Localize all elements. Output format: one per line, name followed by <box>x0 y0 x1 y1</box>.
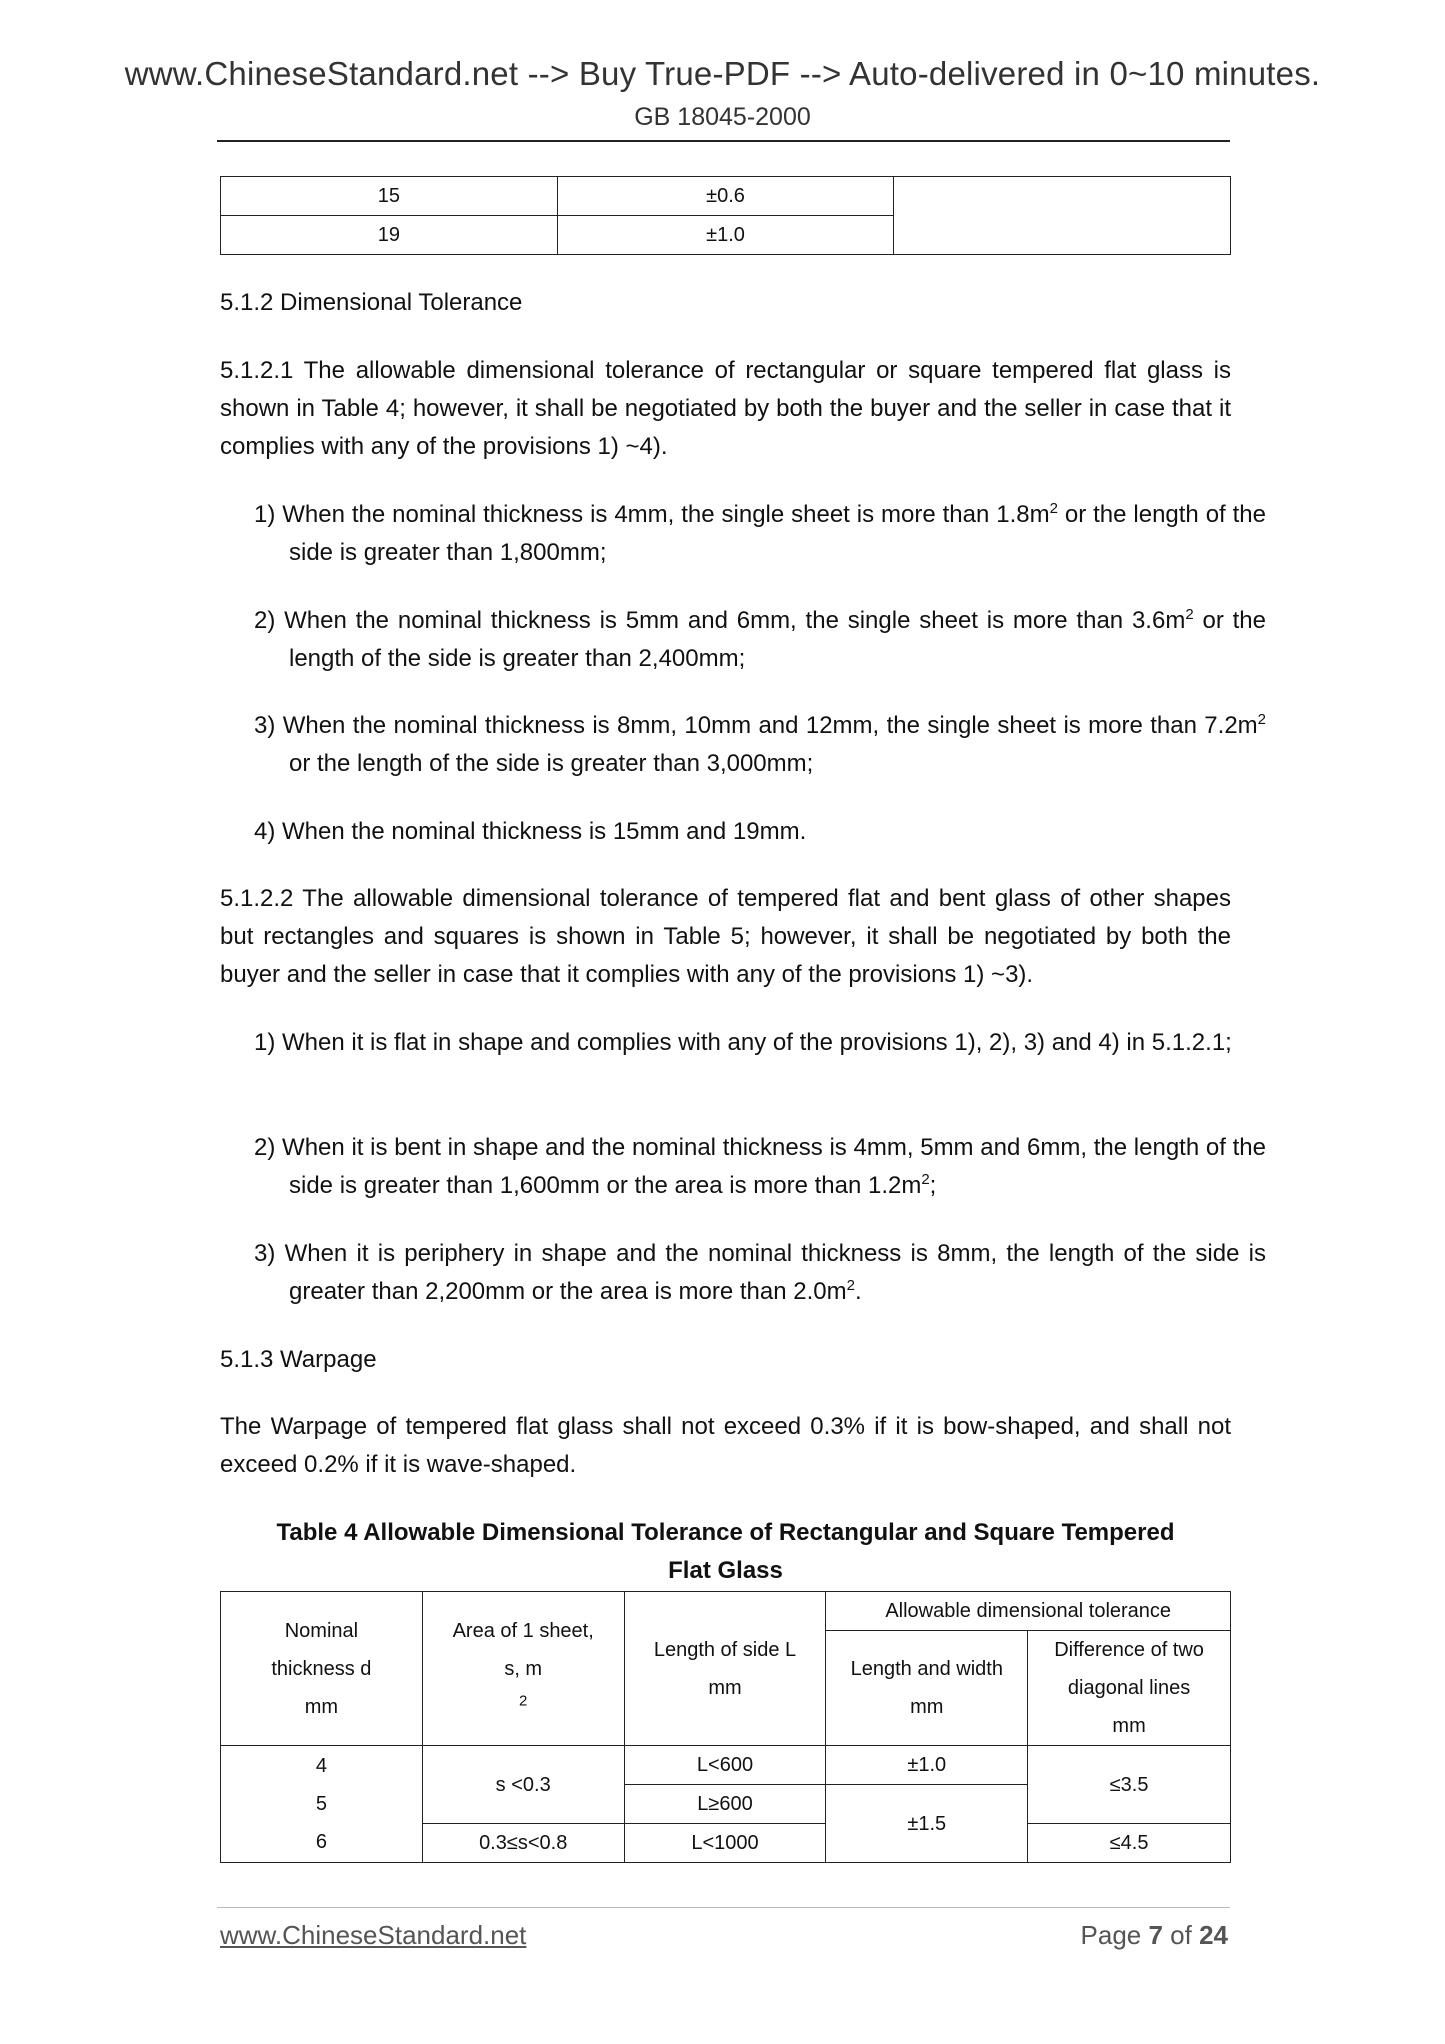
area-cell: 0.3≤s<0.8 <box>422 1824 624 1863</box>
header-divider <box>217 140 1230 142</box>
diagonal-cell: ≤3.5 <box>1028 1746 1231 1824</box>
table-cell: ±0.6 <box>557 177 894 216</box>
thickness-cell: 4 5 6 <box>221 1746 423 1863</box>
standard-number: GB 18045-2000 <box>634 103 811 131</box>
section-heading-5-1-2: 5.1.2 Dimensional Tolerance <box>220 289 523 316</box>
caption-line: Flat Glass <box>668 1557 783 1584</box>
list-item: 1) When the nominal thickness is 4mm, the single sheet is more than $1.8m^2$ or the length of the side is greater than 1,800mm; <box>254 500 1266 566</box>
caption-line: Table 4 Allowable Dimensional Tolerance of Rectangular and Square Tempered <box>276 1519 1175 1546</box>
table-header-row <box>221 1592 1231 1631</box>
length-cell: L≥600 <box>624 1785 826 1824</box>
table-cell: 19 <box>221 216 558 255</box>
table-4 <box>220 1591 1231 1863</box>
list-item: 3) When it is periphery in shape and the nominal thickness is 8mm, the length of the side is greater than 2,200mm or the area is more than $2.0m^2$. <box>254 1240 1266 1305</box>
section-heading-5-1-3: 5.1.3 Warpage <box>220 1346 377 1373</box>
table-cell: ±1.0 <box>557 216 894 255</box>
footer-divider <box>217 1907 1230 1908</box>
length-cell: L<1000 <box>624 1824 826 1863</box>
header-nominal-thickness: Nominal thickness d mm <box>221 1592 423 1746</box>
header-area: Area of 1 sheet, s, m $^2$ <box>422 1592 624 1746</box>
paragraph-5-1-2-1: 5.1.2.1 The allowable dimensional tolerance of rectangular or square tempered flat glass is shown in Table 4; however, it shall be negotiated by both the buyer and the seller in case that it complies with any of the provisions 1) ~4). <box>220 357 1231 460</box>
list-item: 1) When it is flat in shape and complies with any of the provisions 1), 2), 3) and 4) in 5.1.2.1; <box>254 1029 1232 1056</box>
diagonal-cell: ≤4.5 <box>1028 1824 1231 1863</box>
table-4-caption <box>220 1514 1231 1590</box>
continued-table <box>220 176 1231 255</box>
list-item: 2) When it is bent in shape and the nominal thickness is 4mm, 5mm and 6mm, the length of the side is greater than 1,600mm or the area is more than $1.2m^2$; <box>254 1134 1266 1199</box>
length-width-cell: ±1.0 <box>826 1746 1028 1785</box>
header-length-of-side: Length of side L mm <box>624 1592 826 1746</box>
header-tolerance-group: Allowable dimensional tolerance <box>826 1592 1231 1631</box>
list-item: 2) When the nominal thickness is 5mm and 6mm, the single sheet is more than $3.6m^2$ or the length of the side is greater than 2,400mm; <box>254 606 1266 672</box>
paragraph-5-1-3: The Warpage of tempered flat glass shall not exceed 0.3% if it is bow-shaped, and shall not exceed 0.2% if it is wave-shaped. <box>220 1413 1231 1478</box>
table-cell-empty <box>894 177 1231 255</box>
header-length-width: Length and width mm <box>826 1631 1028 1746</box>
paragraph-5-1-2-2: 5.1.2.2 The allowable dimensional tolerance of tempered flat and bent glass of other shapes but rectangles and squares is shown in Table 5; however, it shall be negotiated by both the buyer and the seller in case that it complies with any of the provisions 1) ~3). <box>220 885 1231 988</box>
area-cell: s <0.3 <box>422 1746 624 1824</box>
table-cell: 15 <box>221 177 558 216</box>
header-diagonal: Difference of two diagonal lines mm <box>1028 1631 1231 1746</box>
page-indicator: Page 7 of 24 <box>1080 1920 1228 1950</box>
footer-website-link[interactable]: www.ChineseStandard.net <box>220 1920 527 1950</box>
length-cell: L<600 <box>624 1746 826 1785</box>
table-row <box>221 177 1231 216</box>
header-title[interactable]: www.ChineseStandard.net --> Buy True-PDF --> Auto-delivered in 0~10 minutes. <box>124 55 1321 92</box>
list-item: 3) When the nominal thickness is 8mm, 10mm and 12mm, the single sheet is more than $7.2m^2$ or the length of the side is greater than 3,000mm; <box>254 711 1266 777</box>
table-row <box>221 1746 1231 1785</box>
list-item: 4) When the nominal thickness is 15mm and 19mm. <box>254 818 807 845</box>
length-width-cell: ±1.5 <box>826 1785 1028 1863</box>
